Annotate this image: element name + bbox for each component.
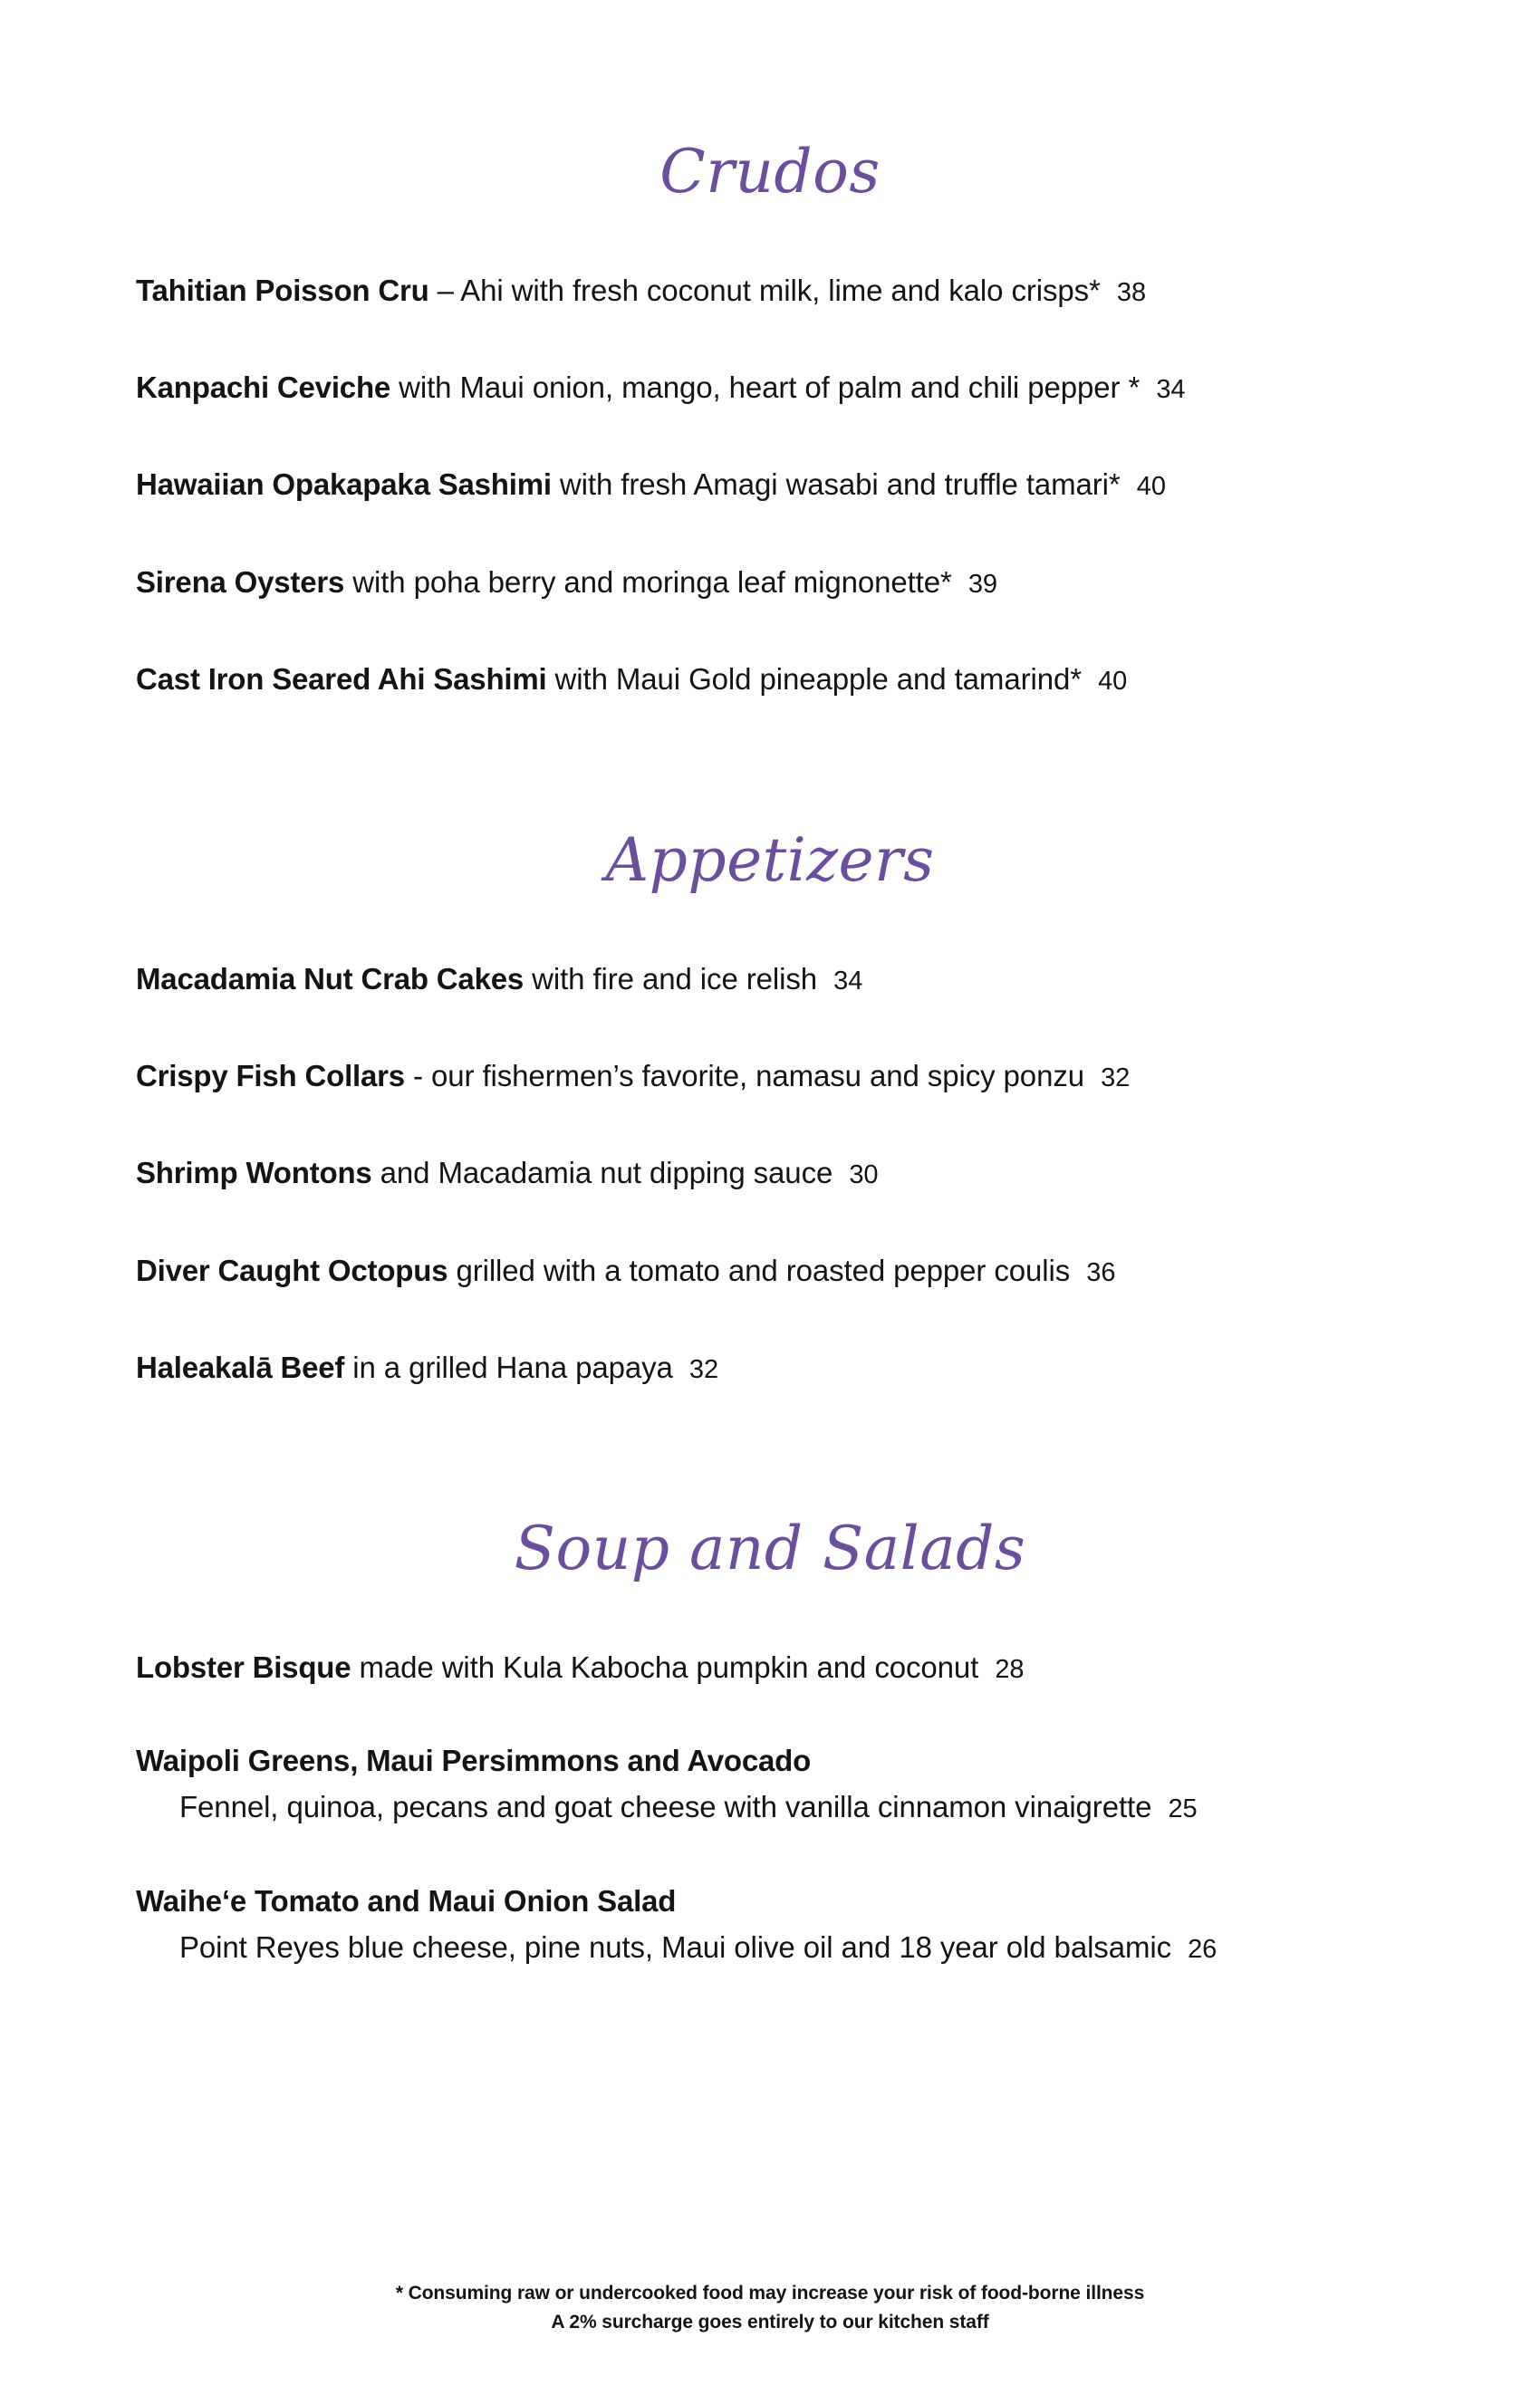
menu-item-price: 40 — [1136, 472, 1166, 502]
menu-item-name: Crispy Fish Collars — [136, 1059, 405, 1093]
footer-disclaimer-surcharge: A 2% surcharge goes entirely to our kitchen staff — [551, 2312, 989, 2333]
menu-item-price: 28 — [995, 1654, 1025, 1684]
menu-item-description: with Maui onion, mango, heart of palm and chili pepper * — [390, 370, 1141, 405]
menu-item — [136, 369, 1404, 406]
menu-item-description: in a grilled Hana papaya — [344, 1350, 673, 1384]
menu-item-price: 34 — [1156, 375, 1186, 405]
menu-item-description-line — [136, 1788, 1404, 1825]
menu-item — [136, 660, 1404, 697]
menu-item-name: Macadamia Nut Crab Cakes — [136, 961, 525, 996]
menu-item-name: Sirena Oysters — [136, 564, 345, 599]
menu-item-name: Hawaiian Opakapaka Sashimi — [136, 467, 552, 502]
menu-item — [136, 960, 1404, 997]
menu-item-name: Lobster Bisque — [136, 1650, 351, 1684]
menu-item-price: 25 — [1168, 1794, 1198, 1824]
menu-item-price: 32 — [1101, 1063, 1131, 1093]
menu-item-price: 32 — [688, 1354, 718, 1384]
menu-item — [136, 1649, 1404, 1686]
section-list-crudos — [136, 272, 1404, 697]
menu-item-description: with fresh Amagi wasabi and truffle tamari* — [551, 467, 1121, 502]
menu-item-price: 39 — [967, 569, 997, 599]
section-list-appetizers — [136, 960, 1404, 1386]
menu-item — [136, 1057, 1404, 1094]
menu-footer — [0, 2279, 1540, 2338]
menu-item-price: 36 — [1086, 1257, 1116, 1287]
menu-item-name: Waiheʻe Tomato and Maui Onion Salad — [136, 1883, 677, 1918]
menu-item-name: Haleakalā Beef — [136, 1350, 345, 1384]
menu-item-name: Kanpachi Ceviche — [136, 370, 391, 405]
menu-item-description: and Macadamia nut dipping sauce — [371, 1156, 833, 1190]
menu-item-name: Shrimp Wontons — [136, 1156, 372, 1190]
menu-item-price: 30 — [849, 1160, 879, 1190]
section-list-soup-and-salads — [136, 1649, 1404, 1966]
menu-item-price: 34 — [833, 966, 863, 996]
menu-item-description: grilled with a tomato and roasted pepper coulis — [448, 1253, 1071, 1287]
menu-item-price: 40 — [1098, 666, 1128, 696]
menu-item — [136, 1882, 1404, 1967]
menu-item-description: – Ahi with fresh coconut milk, lime and kalo crisps* — [428, 273, 1101, 307]
menu-item-description: Point Reyes blue cheese, pine nuts, Maui olive oil and 18 year old balsamic — [179, 1929, 1171, 1964]
menu-item — [136, 1154, 1404, 1191]
menu-page — [0, 50, 1540, 2405]
menu-item — [136, 563, 1404, 601]
section-heading-soup-and-salads: Soup and Salads — [514, 1513, 1026, 1583]
menu-item — [136, 1252, 1404, 1289]
menu-item — [136, 272, 1404, 309]
menu-item — [136, 1742, 1404, 1826]
menu-item-description: with fire and ice relish — [524, 961, 818, 996]
menu-item-price: 26 — [1188, 1934, 1218, 1964]
menu-item-description: with Maui Gold pineapple and tamarind* — [546, 661, 1082, 696]
menu-item-name: Diver Caught Octopus — [136, 1253, 448, 1287]
menu-item-description: - our fishermen’s favorite, namasu and spicy ponzu — [404, 1059, 1084, 1093]
menu-item — [136, 1349, 1404, 1386]
section-heading-crudos: Crudos — [659, 136, 881, 207]
menu-item-description: Fennel, quinoa, pecans and goat cheese with vanilla cinnamon vinaigrette — [179, 1790, 1152, 1824]
menu-item — [136, 466, 1404, 503]
menu-item-name: Cast Iron Seared Ahi Sashimi — [136, 661, 547, 696]
menu-item-description: with poha berry and moringa leaf mignonette* — [344, 564, 952, 599]
footer-disclaimer-raw-food: * Consuming raw or undercooked food may increase your risk of food-borne illness — [395, 2282, 1145, 2304]
menu-item-name: Waipoli Greens, Maui Persimmons and Avocado — [136, 1744, 812, 1778]
menu-item-description: made with Kula Kabocha pumpkin and coconut — [351, 1650, 979, 1684]
menu-item-description-line — [136, 1929, 1404, 1966]
menu-item-name: Tahitian Poisson Cru — [136, 273, 429, 307]
menu-item-price: 38 — [1116, 277, 1146, 307]
section-heading-appetizers: Appetizers — [605, 824, 935, 895]
